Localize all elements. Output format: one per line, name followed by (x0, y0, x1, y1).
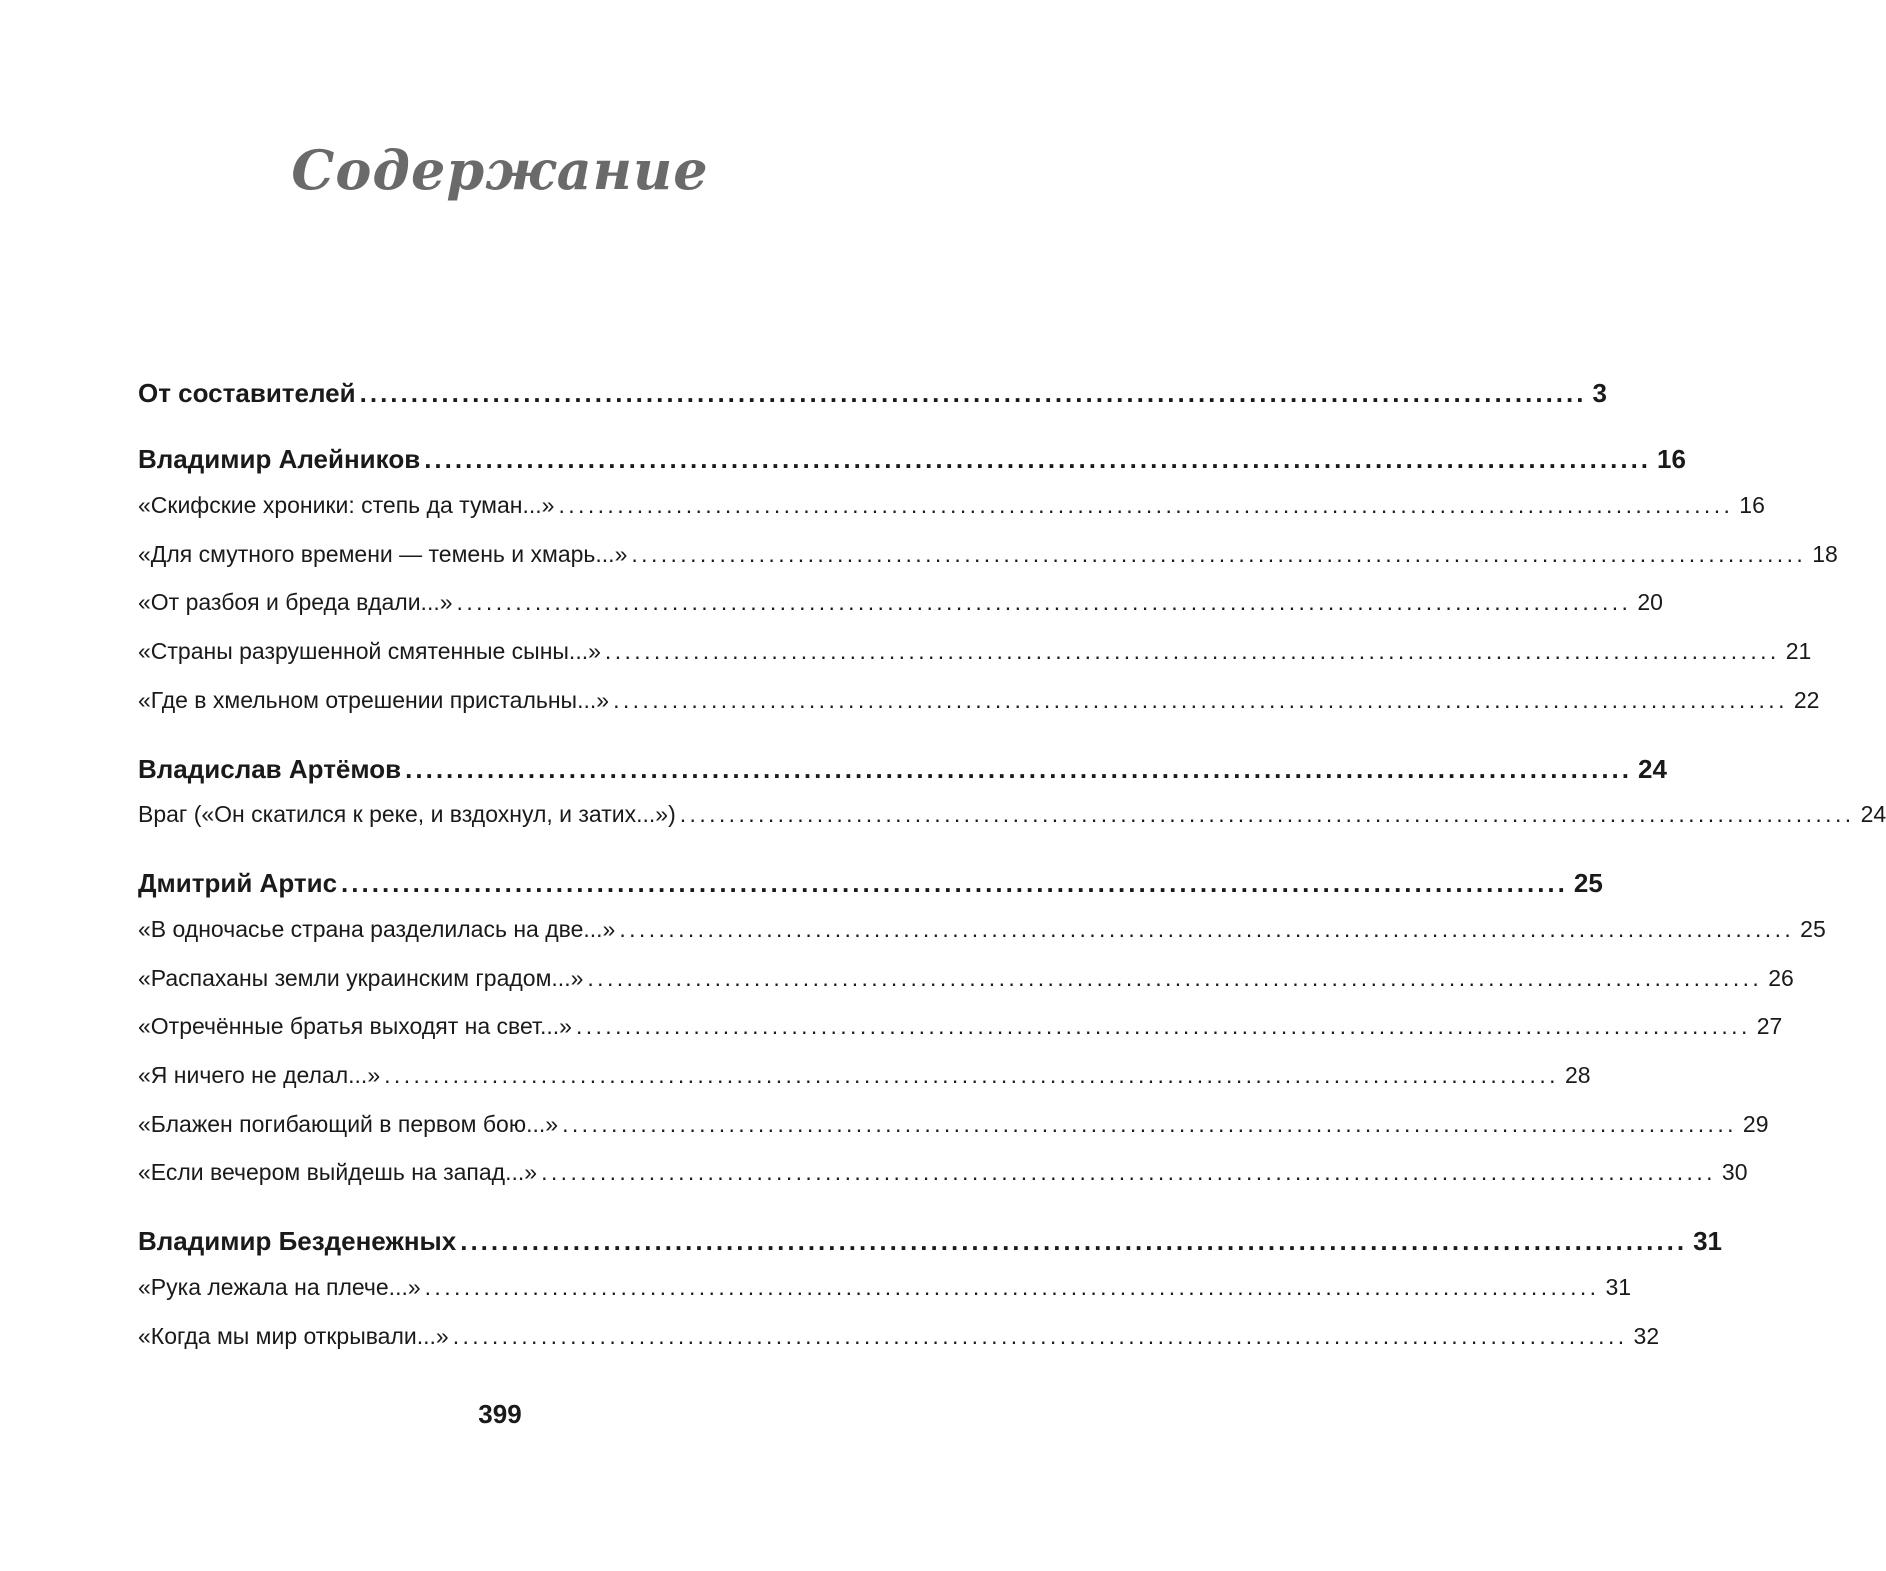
toc-item-entry[interactable] (138, 638, 1812, 668)
toc-entry-page: 18 (1812, 541, 1838, 567)
leader-dots: ........................................................................................................................ (562, 1111, 1737, 1137)
leader-dots: ........................................................................................................................ (587, 965, 1763, 991)
leader-dots: ........................................................................................................................ (541, 1159, 1716, 1185)
toc-entry-title: «Скифские хроники: степь да туман...» (138, 492, 555, 518)
leader-dots: ........................................................................................................................ (679, 801, 1855, 827)
toc-entry-page: 16 (1657, 444, 1686, 474)
toc-entry-page: 22 (1793, 687, 1820, 713)
toc-item-entry[interactable] (138, 965, 1794, 995)
toc-entry-title: «От разбоя и бреда вдали...» (138, 589, 453, 615)
toc-entry-title: «Страны разрушенной смятенные сыны...» (138, 638, 601, 664)
toc-entry-title: «Если вечером выйдешь на запад...» (138, 1159, 538, 1185)
toc-item-entry[interactable] (138, 687, 1820, 717)
toc-item-entry[interactable] (138, 1062, 1591, 1092)
page-title: Содержание (291, 138, 709, 202)
leader-dots: ........................................................................................................................ (452, 1323, 1628, 1349)
toc-entry-page: 26 (1768, 965, 1794, 991)
toc-entry-title: «Распаханы земли украинским градом...» (138, 965, 584, 991)
toc-item-entry[interactable] (138, 541, 1838, 571)
toc-entry-page: 29 (1742, 1111, 1769, 1137)
toc-entry-title: «В одночасье страна разделилась на две...» (138, 916, 616, 942)
toc-item-entry[interactable] (138, 801, 1886, 831)
leader-dots: ........................................................................................................................ (604, 638, 1780, 664)
toc-entry-title: Враг («Он скатился к реке, и вздохнул, и затих...») (138, 801, 676, 827)
toc-entry-page: 31 (1605, 1274, 1632, 1300)
toc-entry-title: «Отречённые братья выходят на свет...» (138, 1013, 572, 1039)
toc-entry-page: 28 (1564, 1062, 1591, 1088)
toc-entry-page: 3 (1592, 378, 1607, 408)
toc-item-entry[interactable] (138, 589, 1663, 619)
toc-entry-page: 32 (1633, 1323, 1660, 1349)
toc-entry-page: 30 (1721, 1159, 1748, 1185)
toc-item-entry[interactable] (138, 1159, 1748, 1189)
toc-entry-title: Владимир Безденежных (138, 1226, 457, 1256)
toc-section-entry[interactable] (138, 868, 1603, 902)
leader-dots: ........................................................................................................................ (424, 1274, 1600, 1300)
leader-dots: ........................................................................................................................ (456, 589, 1632, 615)
toc-entry-page: 31 (1693, 1226, 1722, 1256)
toc-item-entry[interactable] (138, 1274, 1632, 1304)
leader-dots: ........................................................................................................................ (341, 868, 1568, 898)
toc-entry-title: «Для смутного времени — темень и хмарь...» (138, 541, 628, 567)
leader-dots: ........................................................................................................................ (460, 1226, 1688, 1256)
leader-dots: ........................................................................................................................ (613, 687, 1788, 713)
toc-entry-page: 20 (1637, 589, 1663, 615)
toc-section-entry[interactable] (138, 1226, 1722, 1260)
toc-entry-title: Владислав Артёмов (138, 754, 402, 784)
leader-dots: ........................................................................................................................ (619, 916, 1795, 942)
toc-entry-title: «Блажен погибающий в первом бою...» (138, 1111, 559, 1137)
toc-entry-page: 24 (1860, 801, 1886, 827)
toc-entry-title: От составителей (138, 378, 356, 408)
toc-entry-page: 25 (1800, 916, 1826, 942)
leader-dots: ........................................................................................................................ (558, 492, 1734, 518)
toc-entry-title: Владимир Алейников (138, 444, 421, 474)
toc-section-entry[interactable] (138, 378, 1607, 412)
leader-dots: ........................................................................................................................ (631, 541, 1807, 567)
toc-entry-title: «Рука лежала на плече...» (138, 1274, 421, 1300)
toc-item-entry[interactable] (138, 1323, 1660, 1353)
leader-dots: ........................................................................................................................ (405, 754, 1632, 784)
toc-entry-page: 16 (1739, 492, 1765, 518)
toc-entry-page: 27 (1756, 1013, 1783, 1039)
toc-entry-page: 25 (1573, 868, 1603, 898)
toc-entry-title: «Где в хмельном отрешении пристальны...» (138, 687, 610, 713)
toc-entry-page: 24 (1638, 754, 1667, 784)
toc-entry-title: Дмитрий Артис (138, 868, 338, 898)
leader-dots: ........................................................................................................................ (424, 444, 1652, 474)
toc-entry-title: «Я ничего не делал...» (138, 1062, 381, 1088)
toc-item-entry[interactable] (138, 916, 1826, 946)
toc-item-entry[interactable] (138, 1013, 1783, 1043)
toc-entry-page: 21 (1785, 638, 1812, 664)
toc-entry-title: «Когда мы мир открывали...» (138, 1323, 449, 1349)
toc-item-entry[interactable] (138, 492, 1765, 522)
toc-item-entry[interactable] (138, 1111, 1769, 1141)
leader-dots: ........................................................................................................................ (575, 1013, 1751, 1039)
toc-section-entry[interactable] (138, 754, 1667, 788)
leader-dots: ........................................................................................................................ (384, 1062, 1559, 1088)
leader-dots: ........................................................................................................................ (359, 378, 1587, 408)
page-number: 399 (478, 1399, 522, 1429)
toc-section-entry[interactable] (138, 444, 1686, 478)
